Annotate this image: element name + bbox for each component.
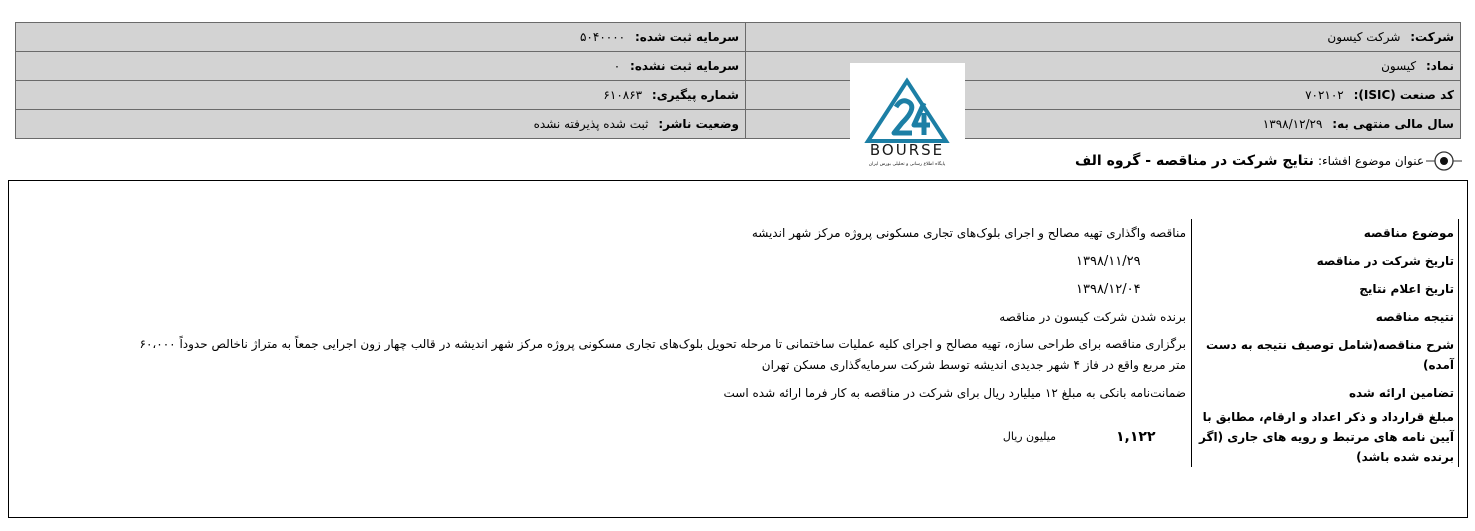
tender-details-table	[122, 219, 1459, 467]
registered-capital-value: ۵۰۴۰۰۰۰	[579, 30, 626, 44]
isic-label: کد صنعت (ISIC):	[1353, 88, 1454, 102]
detail-row	[122, 303, 1459, 331]
logo-tagline: پایگاه اطلاع رسانی و تحلیلی بورس ایران	[868, 162, 946, 167]
tracking-cell	[16, 81, 746, 110]
detail-label: تاریخ اعلام نتایج	[1192, 275, 1459, 303]
tracking-label: شماره پیگیری:	[651, 88, 739, 102]
detail-row	[122, 331, 1459, 379]
isic-value: ۷۰۲۱۰۲	[1305, 88, 1344, 102]
contract-amount-unit: میلیون ریال	[1002, 430, 1056, 443]
detail-value-cell	[122, 247, 1192, 275]
detail-value: برنده شدن شرکت کیسون در مناقصه	[122, 303, 1192, 331]
unregistered-capital-cell	[16, 52, 746, 81]
detail-row	[122, 247, 1459, 275]
disclosure-subject	[1075, 149, 1462, 173]
registered-capital-cell	[16, 23, 746, 52]
detail-value: ضمانت‌نامه بانکی به مبلغ ۱۲ میلیارد ریال برای شرکت در مناقصه به کار فرما ارائه شده است	[122, 379, 1192, 407]
info-row	[16, 23, 1461, 52]
publisher-status-label: وضعیت ناشر:	[658, 117, 739, 131]
detail-label: تضامین ارائه شده	[1192, 379, 1459, 407]
detail-value: مناقصه واگذاری تهیه مصالح و اجرای بلوک‌های تجاری مسکونی پروژه مرکز شهر اندیشه	[122, 219, 1192, 247]
registered-capital-label: سرمایه ثبت شده:	[634, 30, 739, 44]
symbol-label: نماد:	[1425, 59, 1454, 73]
announcement-date: ۱۳۹۸/۱۲/۰۴	[1076, 281, 1141, 297]
publisher-status-cell	[16, 110, 746, 139]
company-value: شرکت کیسون	[1327, 30, 1401, 44]
company-info-table	[15, 22, 1461, 139]
tracking-value: ۶۱۰۸۶۳	[603, 88, 643, 102]
detail-row	[122, 275, 1459, 303]
info-row	[16, 110, 1461, 139]
fiscal-label: سال مالی منتهی به:	[1332, 117, 1454, 131]
bourse-logo	[850, 63, 965, 170]
subject-prefix: عنوان موضوع افشاء:	[1317, 154, 1424, 168]
fiscal-value: ۱۳۹۸/۱۲/۲۹	[1262, 117, 1323, 131]
bourse-logo-mark-icon	[850, 63, 965, 170]
detail-row	[122, 219, 1459, 247]
detail-value-cell	[122, 331, 1192, 379]
unregistered-capital-label: سرمایه ثبت نشده:	[630, 59, 739, 73]
details-panel	[8, 180, 1468, 518]
symbol-value: کیسون	[1381, 59, 1417, 73]
info-row	[16, 52, 1461, 81]
participation-date: ۱۳۹۸/۱۱/۲۹	[1076, 253, 1141, 269]
detail-row	[122, 407, 1459, 467]
detail-value-cell	[122, 275, 1192, 303]
detail-label: نتیجه مناقصه	[1192, 303, 1459, 331]
tender-description: برگزاری مناقصه برای طراحی سازه، تهیه مصالح و اجرای کلیه عملیات ساختمانی تا مرحله تحویل بلوک‌های تجاری مسکونی پروژه مرکز شهر اندیشه در قالب چهار زون اجرایی جمعاً به متراژ ناخالص حدوداً ۶۰،۰۰۰ متر مربع واقع در فاز ۴ شهر جدیدی اندیشه توسط شرکت سرمایه‌گذاری مسکن تهران	[139, 337, 1186, 372]
detail-label: شرح مناقصه(شامل توصیف نتیجه به دست آمده)	[1192, 331, 1459, 379]
company-label: شرکت:	[1410, 30, 1454, 44]
info-row	[16, 81, 1461, 110]
detail-row	[122, 379, 1459, 407]
detail-label: تاریخ شرکت در مناقصه	[1192, 247, 1459, 275]
subject-title: نتایج شرکت در مناقصه - گروه الف	[1074, 153, 1314, 169]
contract-amount-number: ۱,۱۲۲	[1116, 429, 1156, 445]
logo-wordmark: BOURSE	[869, 141, 945, 159]
unregistered-capital-value: ۰	[613, 59, 621, 73]
detail-value-cell	[122, 407, 1192, 467]
detail-label: مبلغ قرارداد و ذکر اعداد و ارقام، مطابق با آیین نامه های مرتبط و رویه های جاری (اگر برنده شده باشد)	[1192, 407, 1459, 467]
target-bullet-icon	[1426, 149, 1462, 173]
contract-amount	[126, 427, 1186, 447]
detail-label: موضوع مناقصه	[1192, 219, 1459, 247]
company-cell	[746, 23, 1461, 52]
publisher-status-value: ثبت شده پذیرفته نشده	[533, 117, 649, 131]
